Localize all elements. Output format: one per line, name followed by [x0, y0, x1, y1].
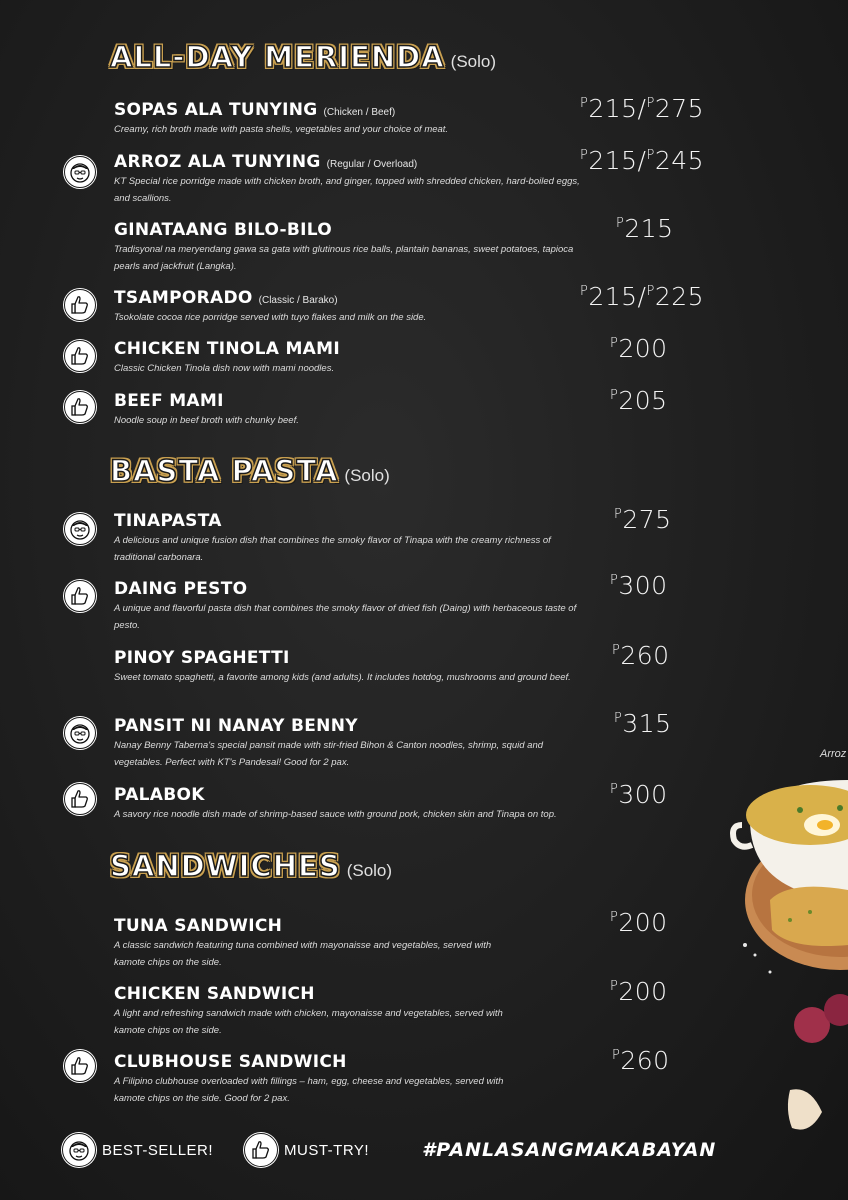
photo-caption: Arroz [820, 748, 847, 760]
price-value: 260 [620, 1046, 670, 1075]
item-description: Creamy, rich broth made with pasta shells, vegetables and your choice of meat. [114, 124, 449, 135]
food-photo [730, 740, 848, 1140]
best-seller-badge [62, 1133, 96, 1167]
price-value: 245 [654, 146, 705, 175]
item-description: Sweet tomato spaghetti, a favorite among kids (and adults). It includes hotdog, mushrooms and ground beef. [114, 672, 571, 683]
item-name: PANSIT NI NANAY BENNY [114, 716, 358, 736]
chef-face-icon [68, 721, 92, 745]
currency-symbol: P [580, 96, 589, 111]
item-description: Classic Chicken Tinola dish now with mami noodles. [114, 363, 335, 374]
price-value: 275 [622, 505, 672, 534]
item-description: A Filipino clubhouse overloaded with fillings – ham, egg, cheese and vegetables, served with kamote chips on the side. Good for 2 pax. [114, 1076, 504, 1104]
item-price [580, 282, 704, 311]
menu-item [114, 511, 584, 566]
price-value: 215/ [588, 94, 647, 123]
price-value: 215/ [588, 282, 647, 311]
legend-label: BEST-SELLER! [102, 1141, 214, 1159]
price-value: 200 [618, 977, 668, 1006]
currency-symbol: P [614, 711, 623, 726]
best-seller-badge [64, 156, 96, 188]
chef-face-icon [67, 1138, 91, 1162]
thumbs-up-icon [68, 584, 92, 608]
section-heading: ALL-DAY MERIENDA [110, 40, 445, 74]
currency-symbol: P [646, 148, 655, 163]
item-price [580, 94, 704, 123]
item-name: GINATAANG BILO-BILO [114, 220, 333, 240]
menu-item [114, 984, 514, 1039]
best-seller-badge [64, 717, 96, 749]
price-value: 260 [620, 641, 670, 670]
menu-item [114, 339, 584, 377]
item-name: DAING PESTO [114, 579, 248, 599]
item-price [614, 709, 672, 738]
menu-item [114, 785, 614, 823]
item-description: KT Special rice porridge made with chicken broth, and ginger, topped with shredded chicken, hard-boiled eggs, and scallions. [114, 176, 580, 204]
item-price [610, 571, 668, 600]
currency-symbol: P [646, 96, 655, 111]
item-description: Tsokolate cocoa rice porridge served with tuyo flakes and milk on the side. [114, 312, 427, 323]
section-heading: BASTA PASTA [110, 454, 339, 488]
menu-item [114, 1052, 514, 1107]
currency-symbol: P [610, 910, 619, 925]
item-variant: (Classic / Barako) [258, 295, 338, 306]
thumbs-up-icon [68, 293, 92, 317]
hashtag: #PANLASANGMAKABAYAN [422, 1139, 717, 1161]
thumbs-up-icon [68, 395, 92, 419]
item-name: PALABOK [114, 785, 205, 805]
price-value: 215/ [588, 146, 647, 175]
section-qualifier: (Solo) [344, 466, 390, 485]
item-name: TSAMPORADO [114, 288, 253, 308]
thumbs-up-icon [68, 1054, 92, 1078]
currency-symbol: P [646, 284, 655, 299]
soup-bowl-image [730, 740, 848, 1140]
legend-label: MUST-TRY! [284, 1141, 370, 1159]
best-seller-badge [64, 513, 96, 545]
section-title-sandwiches [110, 849, 392, 883]
item-name: TUNA SANDWICH [114, 916, 283, 936]
currency-symbol: P [614, 507, 623, 522]
menu-item [114, 100, 584, 138]
price-value: 300 [618, 571, 668, 600]
menu-item [114, 152, 584, 207]
item-name: CHICKEN SANDWICH [114, 984, 315, 1004]
currency-symbol: P [612, 1048, 621, 1063]
item-description: A savory rice noodle dish made of shrimp-based sauce with ground pork, chicken skin and Tinapa on top. [114, 809, 557, 820]
item-name: TINAPASTA [114, 511, 222, 531]
currency-symbol: P [610, 388, 619, 403]
must-try-badge [64, 391, 96, 423]
thumbs-up-icon [249, 1138, 273, 1162]
item-price [610, 780, 668, 809]
menu-item [114, 916, 514, 971]
currency-symbol: P [610, 573, 619, 588]
thumbs-up-icon [68, 344, 92, 368]
menu-item [114, 579, 584, 634]
menu-item [114, 288, 584, 326]
price-value: 275 [654, 94, 705, 123]
legend-best-seller [62, 1133, 213, 1167]
price-value: 315 [622, 709, 672, 738]
currency-symbol: P [610, 336, 619, 351]
price-value: 215 [624, 214, 674, 243]
item-description: Tradisyonal na meryendang gawa sa gata with glutinous rice balls, plantain bananas, sweet potatoes, tapioca pearls and jackfruit (Langka). [114, 244, 574, 272]
item-price [612, 1046, 670, 1075]
item-description: A delicious and unique fusion dish that combines the smoky flavor of Tinapa with the creamy richness of traditional carbonara. [114, 535, 551, 563]
price-value: 205 [618, 386, 668, 415]
item-price [614, 505, 672, 534]
item-description: Noodle soup in beef broth with chunky beef. [114, 415, 299, 426]
item-name: SOPAS ALA TUNYING [114, 100, 318, 120]
legend-must-try [244, 1133, 369, 1167]
item-price [580, 146, 704, 175]
section-qualifier: (Solo) [346, 861, 393, 880]
menu-item [114, 716, 584, 771]
item-name: PINOY SPAGHETTI [114, 648, 290, 668]
must-try-badge [64, 580, 96, 612]
legend-bar [62, 1133, 762, 1169]
item-variant: (Regular / Overload) [326, 159, 418, 170]
must-try-badge [244, 1133, 278, 1167]
currency-symbol: P [610, 782, 619, 797]
currency-symbol: P [610, 979, 619, 994]
item-price [610, 977, 668, 1006]
item-description: A unique and flavorful pasta dish that combines the smoky flavor of dried fish (Daing) with herbaceous taste of pesto. [114, 603, 577, 631]
item-name: BEEF MAMI [114, 391, 224, 411]
must-try-badge [64, 783, 96, 815]
item-description: Nanay Benny Taberna's special pansit made with stir-fried Bihon & Canton noodles, shrimp, squid and vegetables. Perfect with KT's Pandesal! Good for 2 pax. [114, 740, 544, 768]
thumbs-up-icon [68, 787, 92, 811]
section-qualifier: (Solo) [450, 52, 497, 71]
currency-symbol: P [612, 643, 621, 658]
section-title-pasta [110, 454, 390, 488]
currency-symbol: P [580, 148, 589, 163]
item-description: A light and refreshing sandwich made with chicken, mayonaisse and vegetables, served with kamote chips on the side. [114, 1008, 503, 1036]
item-price [612, 641, 670, 670]
item-description: A classic sandwich featuring tuna combined with mayonaisse and vegetables, served with kamote chips on the side. [114, 940, 492, 968]
item-name: CLUBHOUSE SANDWICH [114, 1052, 347, 1072]
item-price [616, 214, 674, 243]
menu-item [114, 220, 584, 275]
item-price [610, 908, 668, 937]
item-price [610, 386, 668, 415]
price-value: 200 [618, 908, 668, 937]
currency-symbol: P [580, 284, 589, 299]
item-price [610, 334, 668, 363]
menu-item [114, 391, 584, 429]
chef-face-icon [68, 517, 92, 541]
chef-face-icon [68, 160, 92, 184]
must-try-badge [64, 1050, 96, 1082]
must-try-badge [64, 340, 96, 372]
item-name: ARROZ ALA TUNYING [114, 152, 321, 172]
must-try-badge [64, 289, 96, 321]
section-title-merienda [110, 40, 496, 74]
price-value: 200 [618, 334, 668, 363]
section-heading: SANDWICHES [110, 849, 341, 883]
price-value: 225 [654, 282, 705, 311]
item-name: CHICKEN TINOLA MAMI [114, 339, 340, 359]
currency-symbol: P [616, 216, 625, 231]
menu-item [114, 648, 584, 686]
item-variant: (Chicken / Beef) [323, 107, 396, 118]
price-value: 300 [618, 780, 668, 809]
